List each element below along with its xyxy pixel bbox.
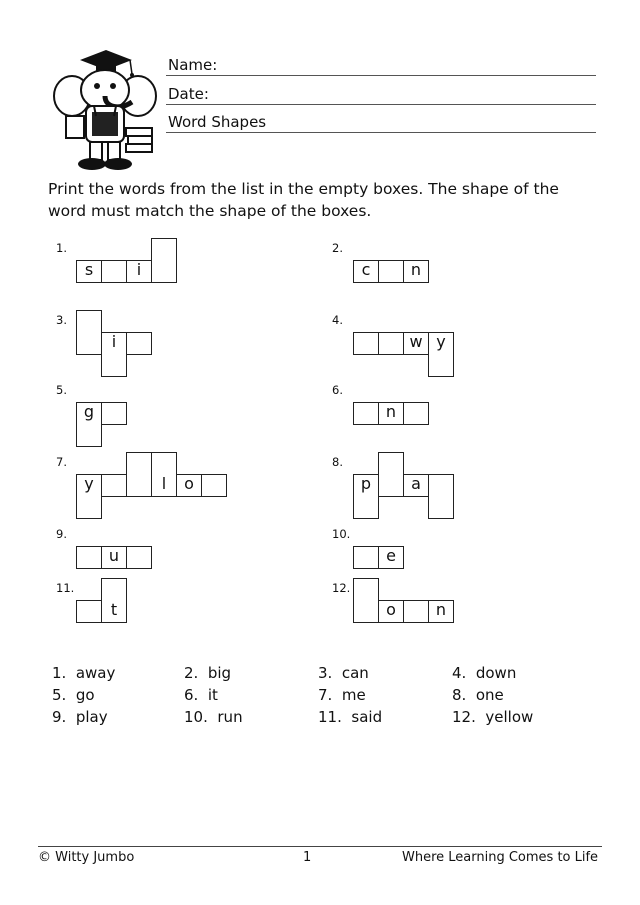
letter-box[interactable] bbox=[101, 332, 127, 377]
letter-box[interactable] bbox=[403, 600, 429, 623]
letter-box[interactable] bbox=[76, 310, 102, 355]
name-line[interactable] bbox=[166, 75, 596, 76]
word-list-item: 10. run bbox=[184, 708, 243, 726]
elephant-mascot-logo bbox=[50, 48, 158, 172]
puzzle-number: 9. bbox=[56, 527, 67, 541]
letter-box[interactable] bbox=[403, 260, 429, 283]
letter-box[interactable] bbox=[126, 260, 152, 283]
letter-box[interactable] bbox=[428, 474, 454, 519]
worksheet-title: Word Shapes bbox=[168, 113, 267, 131]
puzzle-number: 3. bbox=[56, 313, 67, 327]
given-letter: y bbox=[436, 332, 446, 351]
footer-divider bbox=[38, 846, 602, 847]
letter-box[interactable] bbox=[76, 260, 102, 283]
puzzle-number: 10. bbox=[332, 527, 351, 541]
word-list-item: 11. said bbox=[318, 708, 383, 726]
puzzle-number: 5. bbox=[56, 383, 67, 397]
letter-box[interactable] bbox=[101, 474, 127, 497]
letter-box[interactable] bbox=[151, 238, 177, 283]
given-letter: p bbox=[360, 474, 372, 493]
footer-page-number: 1 bbox=[303, 850, 312, 865]
letter-box[interactable] bbox=[353, 578, 379, 623]
given-letter: o bbox=[184, 474, 194, 493]
footer-copyright: © Witty Jumbo bbox=[38, 850, 135, 865]
given-letter: s bbox=[84, 260, 94, 279]
letter-box[interactable] bbox=[76, 474, 102, 519]
letter-box[interactable] bbox=[101, 260, 127, 283]
given-letter: e bbox=[386, 546, 396, 565]
word-list-item: 12. yellow bbox=[452, 708, 534, 726]
letter-box[interactable] bbox=[353, 402, 379, 425]
puzzle-number: 4. bbox=[332, 313, 343, 327]
letter-box[interactable] bbox=[76, 402, 102, 447]
word-list-item: 9. play bbox=[52, 708, 108, 726]
puzzle-number: 6. bbox=[332, 383, 343, 397]
puzzle-number: 1. bbox=[56, 241, 67, 255]
word-list-item: 5. go bbox=[52, 686, 95, 704]
puzzle-number: 11. bbox=[56, 581, 75, 595]
letter-box[interactable] bbox=[403, 474, 429, 497]
given-letter: y bbox=[84, 474, 94, 493]
letter-box[interactable] bbox=[378, 402, 404, 425]
given-letter: w bbox=[409, 332, 423, 351]
footer-tagline: Where Learning Comes to Life bbox=[402, 850, 599, 865]
letter-box[interactable] bbox=[428, 600, 454, 623]
word-list-item: 4. down bbox=[452, 664, 517, 682]
given-letter: g bbox=[83, 402, 95, 421]
instructions: Print the words from the list in the empty boxes. The shape of the word must match the shape of the boxes. bbox=[48, 180, 559, 220]
puzzle-number: 7. bbox=[56, 455, 67, 469]
letter-box[interactable] bbox=[378, 546, 404, 569]
given-letter: l bbox=[161, 474, 167, 493]
letter-box[interactable] bbox=[126, 332, 152, 355]
given-letter: u bbox=[108, 546, 120, 565]
letter-box[interactable] bbox=[126, 546, 152, 569]
letter-box[interactable] bbox=[403, 332, 429, 355]
word-list-item: 2. big bbox=[184, 664, 232, 682]
title-line bbox=[166, 132, 596, 133]
letter-box[interactable] bbox=[126, 452, 152, 497]
letter-box[interactable] bbox=[101, 546, 127, 569]
letter-box[interactable] bbox=[403, 402, 429, 425]
puzzle-number: 2. bbox=[332, 241, 343, 255]
puzzle-number: 8. bbox=[332, 455, 343, 469]
puzzle-number: 12. bbox=[332, 581, 351, 595]
given-letter: t bbox=[110, 600, 118, 619]
letter-box[interactable] bbox=[353, 260, 379, 283]
letter-box[interactable] bbox=[101, 402, 127, 425]
letter-box[interactable] bbox=[378, 332, 404, 355]
letter-box[interactable] bbox=[353, 332, 379, 355]
given-letter: a bbox=[411, 474, 421, 493]
letter-box[interactable] bbox=[378, 452, 404, 497]
word-list-item: 3. can bbox=[318, 664, 369, 682]
word-list-item: 8. one bbox=[452, 686, 504, 704]
letter-box[interactable] bbox=[378, 600, 404, 623]
given-letter: c bbox=[361, 260, 371, 279]
word-list-item: 7. me bbox=[318, 686, 366, 704]
letter-box[interactable] bbox=[201, 474, 227, 497]
date-label: Date: bbox=[168, 85, 209, 103]
letter-box[interactable] bbox=[76, 600, 102, 623]
letter-box[interactable] bbox=[76, 546, 102, 569]
name-label: Name: bbox=[168, 56, 218, 74]
letter-box[interactable] bbox=[378, 260, 404, 283]
letter-box[interactable] bbox=[428, 332, 454, 377]
letter-box[interactable] bbox=[151, 452, 177, 497]
given-letter: o bbox=[386, 600, 396, 619]
word-list-item: 6. it bbox=[184, 686, 218, 704]
word-list-item: 1. away bbox=[52, 664, 116, 682]
given-letter: i bbox=[136, 260, 142, 279]
given-letter: n bbox=[385, 402, 397, 421]
letter-box[interactable] bbox=[176, 474, 202, 497]
date-line[interactable] bbox=[166, 104, 596, 105]
given-letter: i bbox=[111, 332, 117, 351]
given-letter: n bbox=[410, 260, 422, 279]
letter-box[interactable] bbox=[353, 546, 379, 569]
given-letter: n bbox=[435, 600, 447, 619]
letter-box[interactable] bbox=[101, 578, 127, 623]
letter-box[interactable] bbox=[353, 474, 379, 519]
